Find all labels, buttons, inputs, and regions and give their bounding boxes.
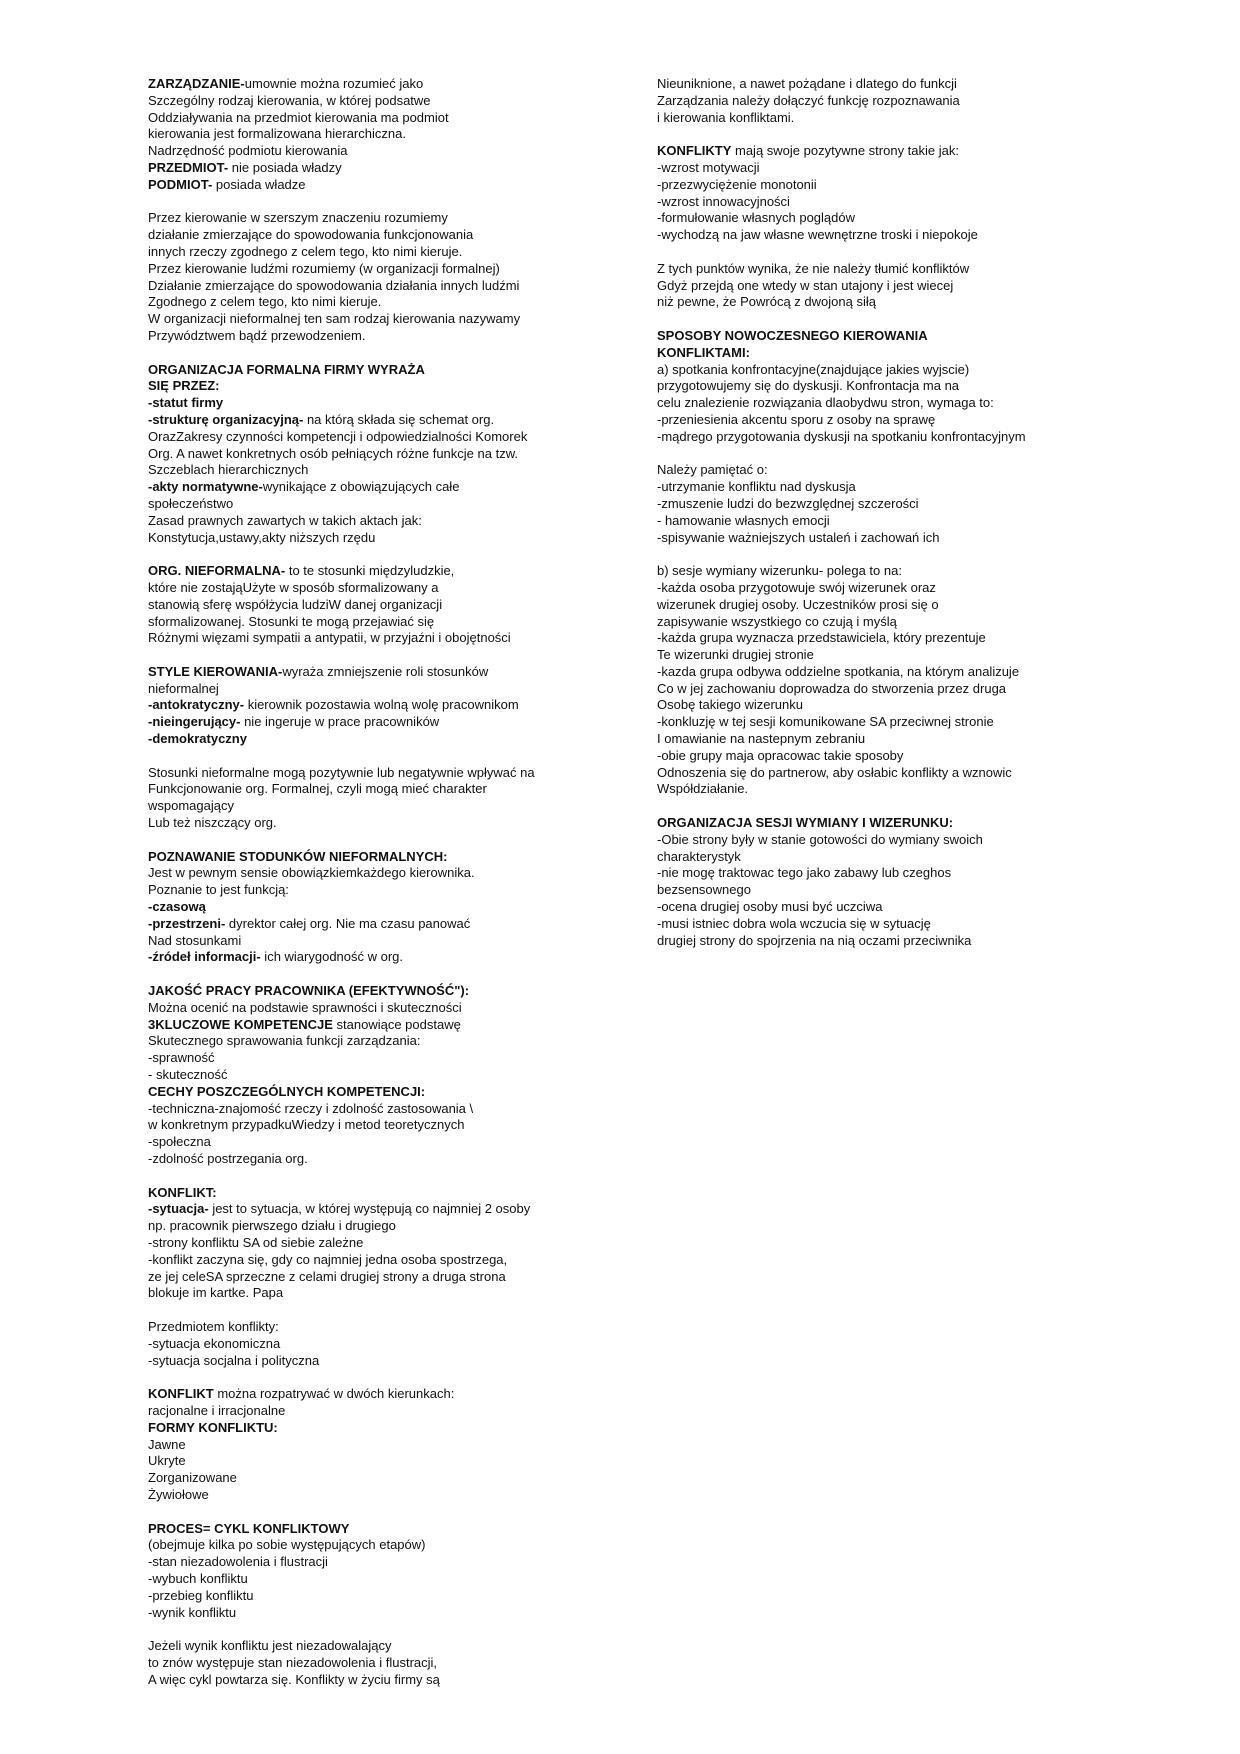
bold-text: PRZEDMIOT- bbox=[148, 159, 229, 175]
text-line bbox=[657, 294, 1097, 311]
text-line bbox=[148, 614, 618, 631]
text-segment: niż pewne, że Powrócą z dwojoną siłą bbox=[657, 294, 876, 310]
text-segment: Ukryte bbox=[148, 1453, 186, 1469]
text-line bbox=[657, 261, 1097, 278]
text-segment: -każda osoba przygotowuje swój wizerunek oraz bbox=[657, 579, 936, 595]
text-line bbox=[148, 849, 618, 866]
text-line bbox=[657, 647, 1097, 664]
text-segment: społeczeństwo bbox=[148, 495, 234, 511]
text-segment: Szczególny rodzaj kierowania, w której podsatwe bbox=[148, 92, 431, 108]
text-segment: wynikające z obowiązujących całe bbox=[262, 479, 460, 495]
text-line bbox=[148, 1185, 618, 1202]
text-segment: -wynik konfliktu bbox=[148, 1604, 237, 1620]
bold-text: KONFLIKT bbox=[148, 1386, 214, 1402]
text-line bbox=[657, 479, 1097, 496]
text-segment: na którą składa się schemat org. bbox=[303, 411, 495, 427]
text-segment: -nie mogę traktowac tego jako zabawy lub czeghos bbox=[657, 865, 952, 881]
text-segment: -ocena drugiej osoby musi być uczciwa bbox=[657, 899, 883, 915]
text-line bbox=[148, 1437, 618, 1454]
text-segment: posiada władze bbox=[212, 176, 306, 192]
text-segment: Funkcjonowanie org. Formalnej, czyli mogą mieć charakter bbox=[148, 781, 487, 797]
text-line bbox=[148, 244, 618, 261]
text-segment: charakterystyk bbox=[657, 848, 741, 864]
text-segment: nie posiada władzy bbox=[228, 159, 342, 175]
text-segment: stanowiące podstawę bbox=[332, 1016, 461, 1032]
text-segment: np. pracownik pierwszego działu i drugiego bbox=[148, 1218, 396, 1234]
text-segment: Te wizerunki drugiej stronie bbox=[657, 647, 814, 663]
paragraph-block bbox=[657, 563, 1097, 798]
text-line bbox=[148, 143, 618, 160]
text-line bbox=[148, 210, 618, 227]
text-line bbox=[657, 832, 1097, 849]
text-segment: innych rzeczy zgodnego z celem tego, kto nimi kieruje. bbox=[148, 243, 463, 259]
text-segment: Działanie zmierzające do spowodowania działania innych ludźmi bbox=[148, 277, 520, 293]
paragraph-block bbox=[148, 563, 618, 647]
text-line bbox=[657, 882, 1097, 899]
bold-text: -statut firmy bbox=[148, 395, 224, 411]
bold-text: -sytuacja- bbox=[148, 1201, 209, 1217]
text-segment: Różnymi więzami sympatii a antypatii, w przyjaźni i obojętności bbox=[148, 630, 511, 646]
bold-text: PODMIOT- bbox=[148, 176, 213, 192]
text-line bbox=[657, 731, 1097, 748]
text-segment: w konkretnym przypadkuWiedzy i metod teoretycznych bbox=[148, 1117, 465, 1133]
text-line bbox=[148, 597, 618, 614]
text-line bbox=[657, 933, 1097, 950]
text-segment: Należy pamiętać o: bbox=[657, 462, 768, 478]
text-line bbox=[148, 1336, 618, 1353]
text-segment: -strony konfliktu SA od siebie zależne bbox=[148, 1234, 364, 1250]
text-line bbox=[148, 865, 618, 882]
text-line bbox=[148, 681, 618, 698]
text-segment: A więc cykl powtarza się. Konflikty w życiu firmy są bbox=[148, 1671, 440, 1687]
text-line bbox=[148, 1605, 618, 1622]
text-line bbox=[148, 1050, 618, 1067]
text-line bbox=[148, 462, 618, 479]
bold-text: 3KLUCZOWE KOMPETENCJE bbox=[148, 1016, 333, 1032]
paragraph-block bbox=[148, 1319, 618, 1369]
text-line bbox=[148, 110, 618, 127]
text-segment: Zasad prawnych zawartych w takich aktach jak: bbox=[148, 512, 422, 528]
text-line bbox=[148, 1117, 618, 1134]
paragraph-block bbox=[148, 1638, 618, 1688]
bold-text: SPOSOBY NOWOCZESNEGO KIEROWANIA bbox=[657, 327, 928, 343]
text-segment: stanowią sferę współżycia ludziW danej organizacji bbox=[148, 596, 443, 612]
bold-text: KONFLIKT: bbox=[148, 1184, 217, 1200]
text-segment: -przeniesienia akcentu sporu z osoby na sprawę bbox=[657, 411, 936, 427]
text-line bbox=[657, 748, 1097, 765]
text-line bbox=[148, 261, 618, 278]
text-segment: nie ingeruje w prace pracowników bbox=[240, 714, 440, 730]
text-line bbox=[657, 93, 1097, 110]
text-line bbox=[657, 362, 1097, 379]
bold-text: ORG. NIEFORMALNA- bbox=[148, 563, 286, 579]
text-segment: wyraża zmniejszenie roli stosunków bbox=[282, 663, 489, 679]
bold-text: POZNAWANIE STODUNKÓW NIEFORMALNYCH: bbox=[148, 848, 448, 864]
bold-text: KONFLIKTAMI: bbox=[657, 344, 750, 360]
text-line bbox=[148, 765, 618, 782]
text-segment: ich wiarygodność w org. bbox=[260, 949, 404, 965]
text-segment: Poznanie to jest funkcją: bbox=[148, 882, 289, 898]
text-line bbox=[148, 1033, 618, 1050]
text-line bbox=[148, 530, 618, 547]
text-segment: Zorganizowane bbox=[148, 1470, 237, 1486]
paragraph-block bbox=[657, 143, 1097, 244]
text-line bbox=[657, 714, 1097, 731]
text-segment: (obejmuje kilka po sobie występujących etapów) bbox=[148, 1537, 426, 1553]
text-segment: zapisywanie wszystkiego co czują i myślą bbox=[657, 613, 897, 629]
bold-text: CECHY POSZCZEGÓLNYCH KOMPETENCJI: bbox=[148, 1083, 426, 1099]
text-line bbox=[148, 1588, 618, 1605]
text-line bbox=[657, 143, 1097, 160]
text-segment: Jeżeli wynik konfliktu jest niezadowalający bbox=[148, 1638, 392, 1654]
text-segment: OrazZakresy czynności kompetencji i odpowiedzialności Komorek bbox=[148, 428, 528, 444]
text-segment: -musi istniec dobra wola wczucia się w sytuację bbox=[657, 915, 931, 931]
paragraph-block bbox=[657, 462, 1097, 546]
bold-text: -źródeł informacji- bbox=[148, 949, 261, 965]
text-line bbox=[148, 496, 618, 513]
text-segment: - hamowanie własnych emocji bbox=[657, 512, 830, 528]
text-line bbox=[148, 697, 618, 714]
text-line bbox=[148, 1453, 618, 1470]
text-segment: Skutecznego sprawowania funkcji zarządzania: bbox=[148, 1033, 421, 1049]
text-line bbox=[148, 1537, 618, 1554]
text-line bbox=[657, 429, 1097, 446]
text-line bbox=[148, 1000, 618, 1017]
paragraph-block bbox=[657, 261, 1097, 311]
text-line bbox=[148, 1017, 618, 1034]
text-line bbox=[148, 1218, 618, 1235]
text-line bbox=[657, 815, 1097, 832]
text-segment: Współdziałanie. bbox=[657, 781, 749, 797]
text-segment: Przywództwem bądź przewodzeniem. bbox=[148, 327, 366, 343]
text-line bbox=[657, 630, 1097, 647]
text-line bbox=[148, 1554, 618, 1571]
text-line bbox=[148, 815, 618, 832]
text-segment: Jawne bbox=[148, 1436, 186, 1452]
bold-text: ORGANIZACJA SESJI WYMIANY I WIZERUNKU: bbox=[657, 815, 954, 831]
text-segment: Nieuniknione, a nawet pożądane i dlatego do funkcji bbox=[657, 76, 957, 91]
text-line bbox=[148, 1420, 618, 1437]
text-line bbox=[657, 513, 1097, 530]
text-segment: umownie można rozumieć jako bbox=[244, 76, 424, 91]
bold-text: FORMY KONFLIKTU: bbox=[148, 1419, 278, 1435]
text-line bbox=[148, 294, 618, 311]
text-line bbox=[148, 227, 618, 244]
text-line bbox=[657, 395, 1097, 412]
text-line bbox=[657, 412, 1097, 429]
text-line bbox=[148, 781, 618, 798]
text-line bbox=[148, 731, 618, 748]
text-line bbox=[657, 530, 1097, 547]
text-segment: wspomagający bbox=[148, 798, 234, 814]
text-line bbox=[657, 160, 1097, 177]
paragraph-block bbox=[148, 664, 618, 748]
text-segment: to te stosunki międzyludzkie, bbox=[285, 563, 455, 579]
bold-text: ORGANIZACJA FORMALNA FIRMY WYRAŻA bbox=[148, 361, 425, 377]
paragraph-block bbox=[148, 362, 618, 547]
text-line bbox=[148, 1571, 618, 1588]
text-line bbox=[148, 278, 618, 295]
text-segment: -konflikt zaczyna się, gdy co najmniej jedna osoba spostrzega, bbox=[148, 1251, 508, 1267]
text-segment: -zdolność postrzegania org. bbox=[148, 1151, 308, 1166]
text-line bbox=[148, 630, 618, 647]
bold-text: JAKOŚĆ PRACY PRACOWNIKA (EFEKTYWNOŚĆ"): bbox=[148, 983, 470, 999]
text-segment: Przedmiotem konflikty: bbox=[148, 1318, 279, 1334]
text-segment: kierowania jest formalizowana hierarchiczna. bbox=[148, 126, 406, 142]
text-segment: -wzrost innowacyjności bbox=[657, 193, 790, 209]
text-segment: Z tych punktów wynika, że nie należy tłumić konfliktów bbox=[657, 260, 970, 276]
text-segment: Oddziaływania na przedmiot kierowania ma podmiot bbox=[148, 109, 449, 125]
paragraph-block bbox=[148, 983, 618, 1168]
bold-text: -antokratyczny- bbox=[148, 697, 245, 713]
text-line bbox=[657, 177, 1097, 194]
text-segment: celu znalezienie rozwiązania dlaobydwu stron, wymaga to: bbox=[657, 395, 994, 411]
text-line bbox=[657, 76, 1097, 93]
text-line bbox=[657, 210, 1097, 227]
text-segment: Jest w pewnym sensie obowiązkiemkażdego kierownika. bbox=[148, 865, 475, 881]
text-line bbox=[148, 1672, 618, 1689]
text-segment: nieformalnej bbox=[148, 680, 219, 696]
text-line bbox=[148, 798, 618, 815]
text-line bbox=[148, 429, 618, 446]
text-line bbox=[657, 110, 1097, 127]
text-line bbox=[657, 462, 1097, 479]
right-column bbox=[657, 76, 1097, 966]
paragraph-block bbox=[148, 210, 618, 344]
text-segment: I omawianie na nastepnym zebraniu bbox=[657, 731, 866, 747]
text-segment: sformalizowanej. Stosunki te mogą przejawiać się bbox=[148, 613, 435, 629]
text-segment: Nad stosunkami bbox=[148, 932, 242, 948]
bold-text: ZARZĄDZANIE- bbox=[148, 76, 245, 91]
text-segment: Przez kierowanie w szerszym znaczeniu rozumiemy bbox=[148, 210, 448, 226]
text-segment: drugiej strony do spojrzenia na nią oczami przeciwnika bbox=[657, 932, 972, 948]
text-segment: -konkluzję w tej sesji komunikowane SA przeciwnej stronie bbox=[657, 714, 994, 730]
text-segment: -utrzymanie konfliktu nad dyskusja bbox=[657, 479, 856, 495]
text-segment: można rozpatrywać w dwóch kierunkach: bbox=[213, 1386, 455, 1402]
text-line bbox=[148, 1151, 618, 1168]
text-line bbox=[148, 126, 618, 143]
text-segment: -wychodzą na jaw własne wewnętrzne troski i niepokoje bbox=[657, 227, 978, 243]
text-line bbox=[657, 194, 1097, 211]
text-line bbox=[657, 328, 1097, 345]
text-line bbox=[148, 1403, 618, 1420]
text-segment: -każda grupa wyznacza przedstawiciela, który prezentuje bbox=[657, 630, 986, 646]
text-segment: a) spotkania konfrontacyjne(znajdujące jakies wyjscie) bbox=[657, 361, 970, 377]
text-line bbox=[148, 933, 618, 950]
text-line bbox=[657, 899, 1097, 916]
text-segment: -wzrost motywacji bbox=[657, 159, 760, 175]
text-line bbox=[148, 311, 618, 328]
text-segment: -przezwyciężenie monotonii bbox=[657, 176, 817, 192]
text-segment: ze jej celeSA sprzeczne z celami drugiej strony a druga strona bbox=[148, 1268, 506, 1284]
text-segment: -społeczna bbox=[148, 1134, 211, 1150]
text-segment: Można ocenić na podstawie sprawności i skuteczności bbox=[148, 999, 462, 1015]
text-line bbox=[148, 983, 618, 1000]
text-line bbox=[148, 899, 618, 916]
text-line bbox=[657, 580, 1097, 597]
text-line bbox=[148, 916, 618, 933]
text-line bbox=[657, 278, 1097, 295]
text-segment: mają swoje pozytywne strony takie jak: bbox=[731, 143, 959, 159]
text-segment: -mądrego przygotowania dyskusji na spotkaniu konfrontacyjnym bbox=[657, 428, 1026, 444]
text-segment: -techniczna-znajomość rzeczy i zdolność zastosowania \ bbox=[148, 1100, 474, 1116]
bold-text: PROCES= CYKL KONFLIKTOWY bbox=[148, 1520, 350, 1536]
text-line bbox=[148, 479, 618, 496]
text-line bbox=[148, 1201, 618, 1218]
text-line bbox=[657, 597, 1097, 614]
text-segment: Żywiołowe bbox=[148, 1486, 209, 1502]
paragraph-block bbox=[148, 765, 618, 832]
text-segment: b) sesje wymiany wizerunku- polega to na: bbox=[657, 563, 902, 579]
text-line bbox=[148, 714, 618, 731]
text-segment: -przebieg konfliktu bbox=[148, 1587, 254, 1603]
text-segment: -wybuch konfliktu bbox=[148, 1570, 248, 1586]
text-segment: wizerunek drugiej osoby. Uczestników prosi się o bbox=[657, 596, 939, 612]
text-segment: racjonalne i irracjonalne bbox=[148, 1402, 286, 1418]
text-segment: jest to sytuacja, w której występują co najmniej 2 osoby bbox=[208, 1201, 531, 1217]
bold-text: -nieingerujący- bbox=[148, 714, 241, 730]
text-segment: - skuteczność bbox=[148, 1067, 228, 1083]
paragraph-block bbox=[148, 76, 618, 194]
text-segment: blokuje im kartke. Papa bbox=[148, 1285, 284, 1301]
text-line bbox=[657, 227, 1097, 244]
text-line bbox=[657, 614, 1097, 631]
text-line bbox=[657, 865, 1097, 882]
text-segment: Zgodnego z celem tego, kto nimi kieruje. bbox=[148, 294, 382, 310]
text-line bbox=[148, 93, 618, 110]
text-segment: Osobę takiego wizerunku bbox=[657, 697, 803, 713]
bold-text: STYLE KIEROWANIA- bbox=[148, 663, 283, 679]
text-segment: -kazda grupa odbywa oddzielne spotkania, na którym analizuje bbox=[657, 663, 1020, 679]
text-line bbox=[148, 328, 618, 345]
text-segment: działanie zmierzające do spowodowania funkcjonowania bbox=[148, 227, 474, 243]
text-line bbox=[148, 1067, 618, 1084]
paragraph-block bbox=[148, 1386, 618, 1504]
paragraph-block bbox=[148, 1521, 618, 1622]
text-segment: dyrektor całej org. Nie ma czasu panować bbox=[225, 915, 471, 931]
text-line bbox=[657, 697, 1097, 714]
paragraph-block bbox=[657, 76, 1097, 126]
text-segment: przygotowujemy się do dyskusji. Konfrontacja ma na bbox=[657, 378, 960, 394]
text-line bbox=[148, 1470, 618, 1487]
text-line bbox=[148, 1638, 618, 1655]
text-line bbox=[148, 395, 618, 412]
text-segment: które nie zostająUżyte w sposób sformalizowany a bbox=[148, 579, 439, 595]
text-line bbox=[148, 513, 618, 530]
bold-text: -akty normatywne- bbox=[148, 479, 263, 495]
text-segment: i kierowania konfliktami. bbox=[657, 109, 795, 125]
text-segment: W organizacji nieformalnej ten sam rodzaj kierowania nazywamy bbox=[148, 311, 521, 327]
text-segment: Stosunki nieformalne mogą pozytywnie lub negatywnie wpływać na bbox=[148, 764, 535, 780]
text-line bbox=[657, 916, 1097, 933]
text-segment: kierownik pozostawia wolną wolę pracownikom bbox=[244, 697, 519, 713]
text-line bbox=[148, 177, 618, 194]
text-line bbox=[148, 1084, 618, 1101]
text-line bbox=[657, 765, 1097, 782]
text-line bbox=[657, 681, 1097, 698]
text-segment: Zarządzania należy dołączyć funkcję rozpoznawania bbox=[657, 92, 960, 108]
text-segment: Co w jej zachowaniu doprowadza do stworzenia przez druga bbox=[657, 680, 1007, 696]
paragraph-block bbox=[148, 1185, 618, 1303]
text-segment: Gdyż przejdą one wtedy w stan utajony i jest wiecej bbox=[657, 277, 954, 293]
text-segment: -obie grupy maja opracowac takie sposoby bbox=[657, 747, 904, 763]
bold-text: -czasową bbox=[148, 899, 206, 915]
text-line bbox=[657, 496, 1097, 513]
text-segment: -Obie strony były w stanie gotowości do wymiany swoich bbox=[657, 831, 983, 847]
text-segment: Konstytucja,ustawy,akty niższych rzędu bbox=[148, 529, 376, 545]
text-line bbox=[148, 1285, 618, 1302]
paragraph-block bbox=[657, 815, 1097, 949]
text-line bbox=[148, 664, 618, 681]
text-segment: Nadrzędność podmiotu kierowania bbox=[148, 143, 348, 159]
text-segment: Przez kierowanie ludźmi rozumiemy (w organizacji formalnej) bbox=[148, 260, 500, 276]
left-column bbox=[148, 76, 618, 1705]
bold-text: -przestrzeni- bbox=[148, 915, 226, 931]
text-line bbox=[657, 378, 1097, 395]
bold-text: -demokratyczny bbox=[148, 731, 247, 747]
text-line bbox=[148, 949, 618, 966]
text-line bbox=[148, 1134, 618, 1151]
text-line bbox=[148, 1353, 618, 1370]
text-segment: Lub też niszczący org. bbox=[148, 815, 277, 831]
text-line bbox=[148, 1655, 618, 1672]
text-line bbox=[148, 1252, 618, 1269]
text-line bbox=[148, 160, 618, 177]
text-segment: -zmuszenie ludzi do bezwzględnej szczerości bbox=[657, 495, 919, 511]
text-line bbox=[148, 1521, 618, 1538]
text-line bbox=[148, 1386, 618, 1403]
text-line bbox=[148, 1101, 618, 1118]
text-line bbox=[148, 882, 618, 899]
text-line bbox=[657, 563, 1097, 580]
text-line bbox=[148, 1319, 618, 1336]
text-segment: Odnoszenia się do partnerow, aby osłabic konflikty a wznowic bbox=[657, 764, 1012, 780]
text-line bbox=[148, 563, 618, 580]
text-line bbox=[148, 580, 618, 597]
text-segment: -sprawność bbox=[148, 1050, 215, 1066]
text-line bbox=[148, 1487, 618, 1504]
text-segment: bezsensownego bbox=[657, 882, 751, 898]
text-line bbox=[148, 378, 618, 395]
text-segment: -sytuacja socjalna i polityczna bbox=[148, 1352, 320, 1368]
paragraph-block bbox=[148, 849, 618, 967]
text-line bbox=[657, 849, 1097, 866]
text-line bbox=[148, 76, 618, 93]
bold-text: KONFLIKTY bbox=[657, 143, 732, 159]
text-segment: -spisywanie ważniejszych ustaleń i zachowań ich bbox=[657, 529, 940, 545]
text-line bbox=[657, 781, 1097, 798]
text-line bbox=[657, 664, 1097, 681]
text-segment: to znów występuje stan niezadowolenia i flustracji, bbox=[148, 1654, 438, 1670]
text-line bbox=[148, 1269, 618, 1286]
text-segment: -formułowanie własnych poglądów bbox=[657, 210, 855, 226]
text-segment: -stan niezadowolenia i flustracji bbox=[148, 1554, 328, 1570]
text-line bbox=[148, 362, 618, 379]
bold-text: SIĘ PRZEZ: bbox=[148, 378, 220, 394]
text-line bbox=[148, 1235, 618, 1252]
text-segment: Org. A nawet konkretnych osób pełniących różne funkcje na tzw. bbox=[148, 445, 518, 461]
text-segment: -sytuacja ekonomiczna bbox=[148, 1335, 281, 1351]
text-line bbox=[657, 345, 1097, 362]
text-segment: Szczeblach hierarchicznych bbox=[148, 462, 309, 478]
paragraph-block bbox=[657, 328, 1097, 446]
text-line bbox=[148, 446, 618, 463]
text-line bbox=[148, 412, 618, 429]
bold-text: -strukturę organizacyjną- bbox=[148, 411, 304, 427]
